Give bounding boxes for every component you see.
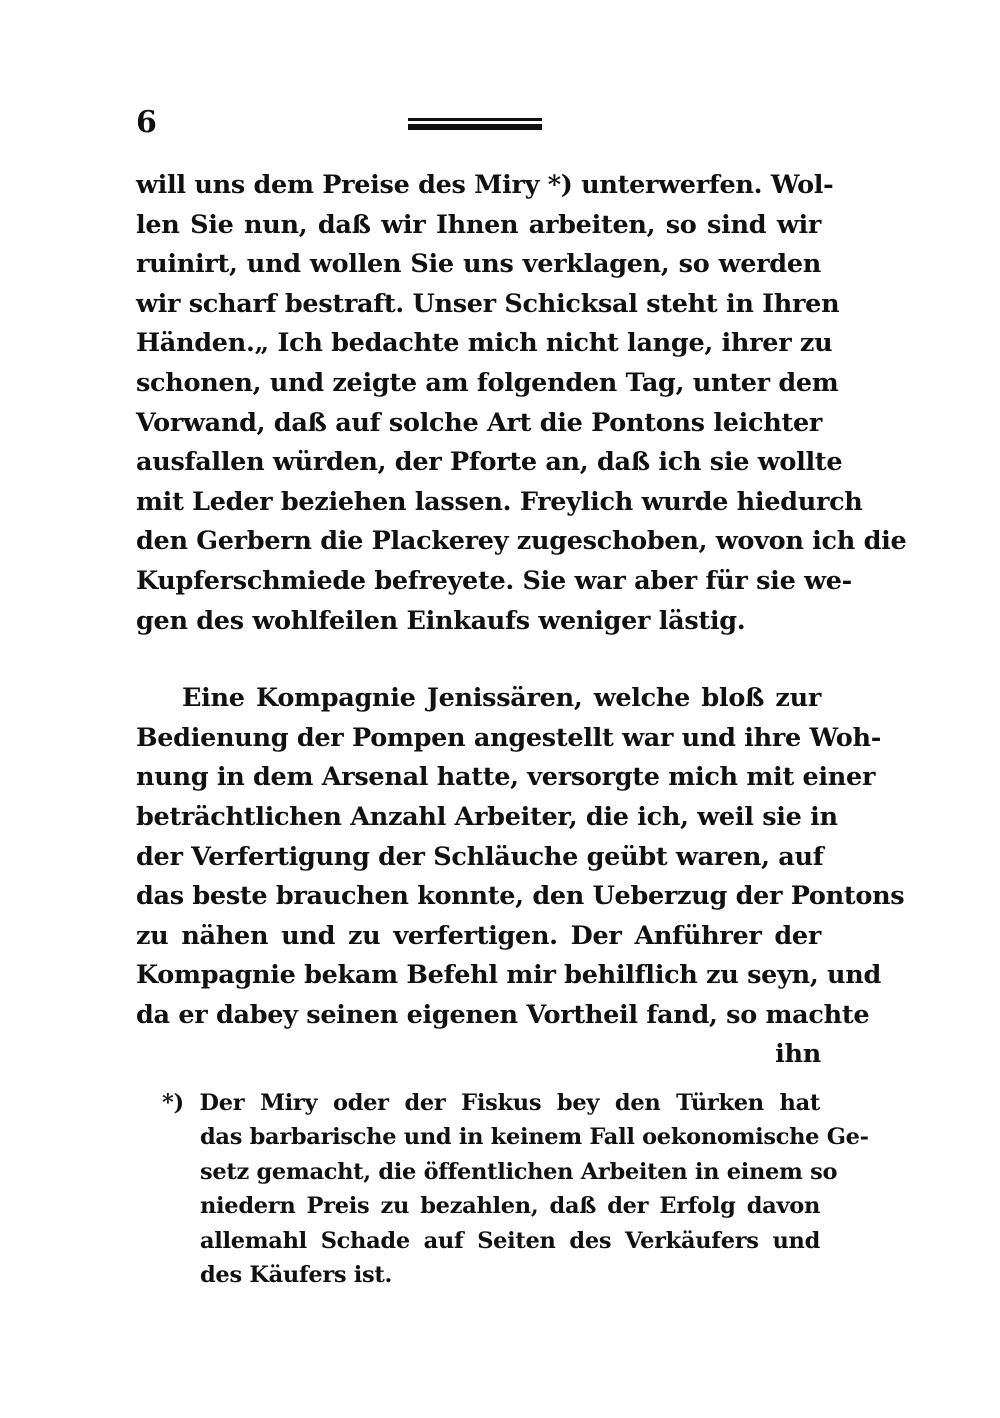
text-line: das beste brauchen konnte, den Ueberzug der Pontons	[136, 881, 905, 912]
text-line: Eine Kompagnie Jenissären, welche bloß zur	[182, 683, 821, 714]
text-line: will uns dem Preise des Miry *) unterwerfen. Wol-	[136, 170, 834, 200]
main-text	[136, 166, 907, 1075]
text-line: len Sie nun, daß wir Ihnen arbeiten, so sind wir	[136, 209, 821, 240]
text-line: zu nähen und zu verfertigen. Der Anführer der	[136, 920, 821, 951]
text-line: Vorwand, daß auf solche Art die Pontons leichter	[136, 407, 823, 438]
text-line: ruinirt, und wollen Sie uns verklagen, so werden	[136, 249, 821, 280]
page-number: 6	[136, 105, 157, 140]
footnote	[162, 1086, 869, 1292]
footnote-line: allemahl Schade auf Seiten des Verkäufers und	[200, 1227, 820, 1254]
text-line: gen des wohlfeilen Einkaufs weniger lästig.	[136, 605, 746, 636]
paragraph-1	[136, 166, 907, 641]
text-line: schonen, und zeigte am folgenden Tag, unter dem	[136, 367, 839, 398]
footnote-line: das barbarische und in keinem Fall oekonomische Ge-	[200, 1124, 869, 1151]
text-line: Händen.„ Ich bedachte mich nicht lange, ihrer zu	[136, 328, 833, 359]
text-line: den Gerbern die Plackerey zugeschoben, wovon ich die	[136, 526, 907, 557]
header-rule-thick-bar	[408, 124, 542, 130]
text-line: ausfallen würden, der Pforte an, daß ich sie wollte	[136, 447, 843, 478]
text-line: Kompagnie bekam Befehl mir behilflich zu seyn, und	[136, 960, 882, 991]
paragraph-gap	[136, 641, 821, 679]
text-line: wir scharf bestraft. Unser Schicksal steht in Ihren	[136, 288, 840, 319]
text-line: Bedienung der Pompen angestellt war und ihre Woh-	[136, 722, 881, 753]
text-line: mit Leder beziehen lassen. Freylich wurde hiedurch	[136, 486, 863, 517]
text-line: beträchtlichen Anzahl Arbeiter, die ich, weil sie in	[136, 801, 838, 832]
footnote-line: *) Der Miry oder der Fiskus bey den Türken hat	[162, 1090, 820, 1116]
text-line: da er dabey seinen eigenen Vortheil fand, so machte	[136, 999, 870, 1030]
header-rule-thin-bar	[408, 118, 542, 121]
text-line: nung in dem Arsenal hatte, versorgte mich mit einer	[136, 762, 876, 793]
text-line: Kupferschmiede befreyete. Sie war aber für sie we-	[136, 565, 852, 596]
footnote-line: setz gemacht, die öffentlichen Arbeiten in einem so	[200, 1158, 838, 1185]
footnote-line: niedern Preis zu bezahlen, daß der Erfolg davon	[200, 1193, 820, 1220]
catchword: ihn	[775, 1039, 821, 1070]
paragraph-2	[136, 679, 905, 1075]
text-line: der Verfertigung der Schläuche geübt waren, auf	[136, 841, 824, 872]
header-rule	[408, 118, 542, 134]
footnote-line: des Käufers ist.	[200, 1261, 393, 1288]
